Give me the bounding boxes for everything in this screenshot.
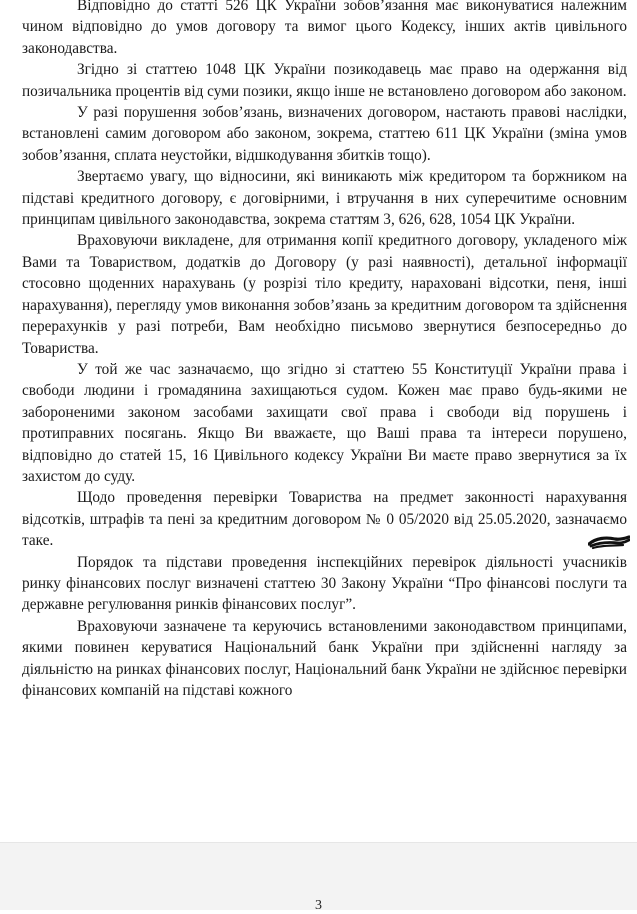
paragraph-contact-company: Враховуючи викладене, для отримання копії кредитного договору, укладеного між Вами та Товариством, додатків до Договору (у разі наявності), детальної інформації стосовно щоденних нарахувань (у розрізі тіло кредиту, нараховані відсотки, пеня, інші нарахування), перегляду умов виконання зобов’язань за кредитним договором та здійснення перерахунків у разі потреби, Вам необхідно письмово звернутися безпосередньо до Товариства. — [22, 232, 627, 357]
paragraph-nbu-supervision: Враховуючи зазначене та керуючись встановленими законодавством принципами, якими повинен керуватися Національний банк України при здійсненні нагляду за діяльністю на ринках фінансових послуг, Національний банк України не здійснює перевірки фінансових компаній на підставі кожного — [22, 617, 627, 699]
paragraph-inspection-procedure: Порядок та підстави проведення інспекційних перевірок діяльності учасників ринку фінансових послуг визначені статтею 30 Закону України “Про фінансові послуги та державне регулювання ринків фінансових послуг”. — [22, 553, 627, 614]
redaction-mark — [588, 534, 630, 552]
page-number: 3 — [315, 898, 322, 913]
paragraph-inspection-request: Щодо проведення перевірки Товариства на предмет законності нарахування відсотків, штрафів та пені за кредитним договором № 0 05/2020 від 25.05.2020, зазначаємо таке. — [22, 489, 627, 550]
paragraph-article-526: Відповідно до статті 526 ЦК України зобов’язання має виконуватися належним чином відповідно до умов договору та вимог цього Кодексу, інших актів цивільного законодавства. — [22, 0, 627, 57]
paragraph-contract-relations: Звертаємо увагу, що відносини, які виникають між кредитором та боржником на підставі кредитного договору, є договірними, і втручання в них суперечитиме основним принципам цивільного законодавства, зокрема статтям 3, 626, 628, 1054 ЦК України. — [22, 168, 627, 229]
paragraph-constitution-55: У той же час зазначаємо, що згідно зі статтею 55 Конституції України права і свободи людини і громадянина захищаються судом. Кожен має право будь-якими не забороненими законом засобами захищати свої права і свободи від порушень і протиправних посягань. Якщо Ви вважаєте, що Ваші права та інтереси порушено, відповідно до статей 15, 16 Цивільного кодексу України Ви маєте право звернутися за їх захистом до суду. — [22, 360, 627, 485]
paragraph-article-611: У разі порушення зобов’язань, визначених договором, настають правові наслідки, встановлені самим договором або законом, зокрема, статтею 611 ЦК України (зміна умов зобов’язання, сплата неустойки, відшкодування збитків тощо). — [22, 104, 627, 164]
document-body — [22, 0, 627, 701]
paragraph-article-1048: Згідно зі статтею 1048 ЦК України позикодавець має право на одержання від позичальника процентів від суми позики, якщо інше не встановлено договором або законом. — [22, 61, 627, 100]
